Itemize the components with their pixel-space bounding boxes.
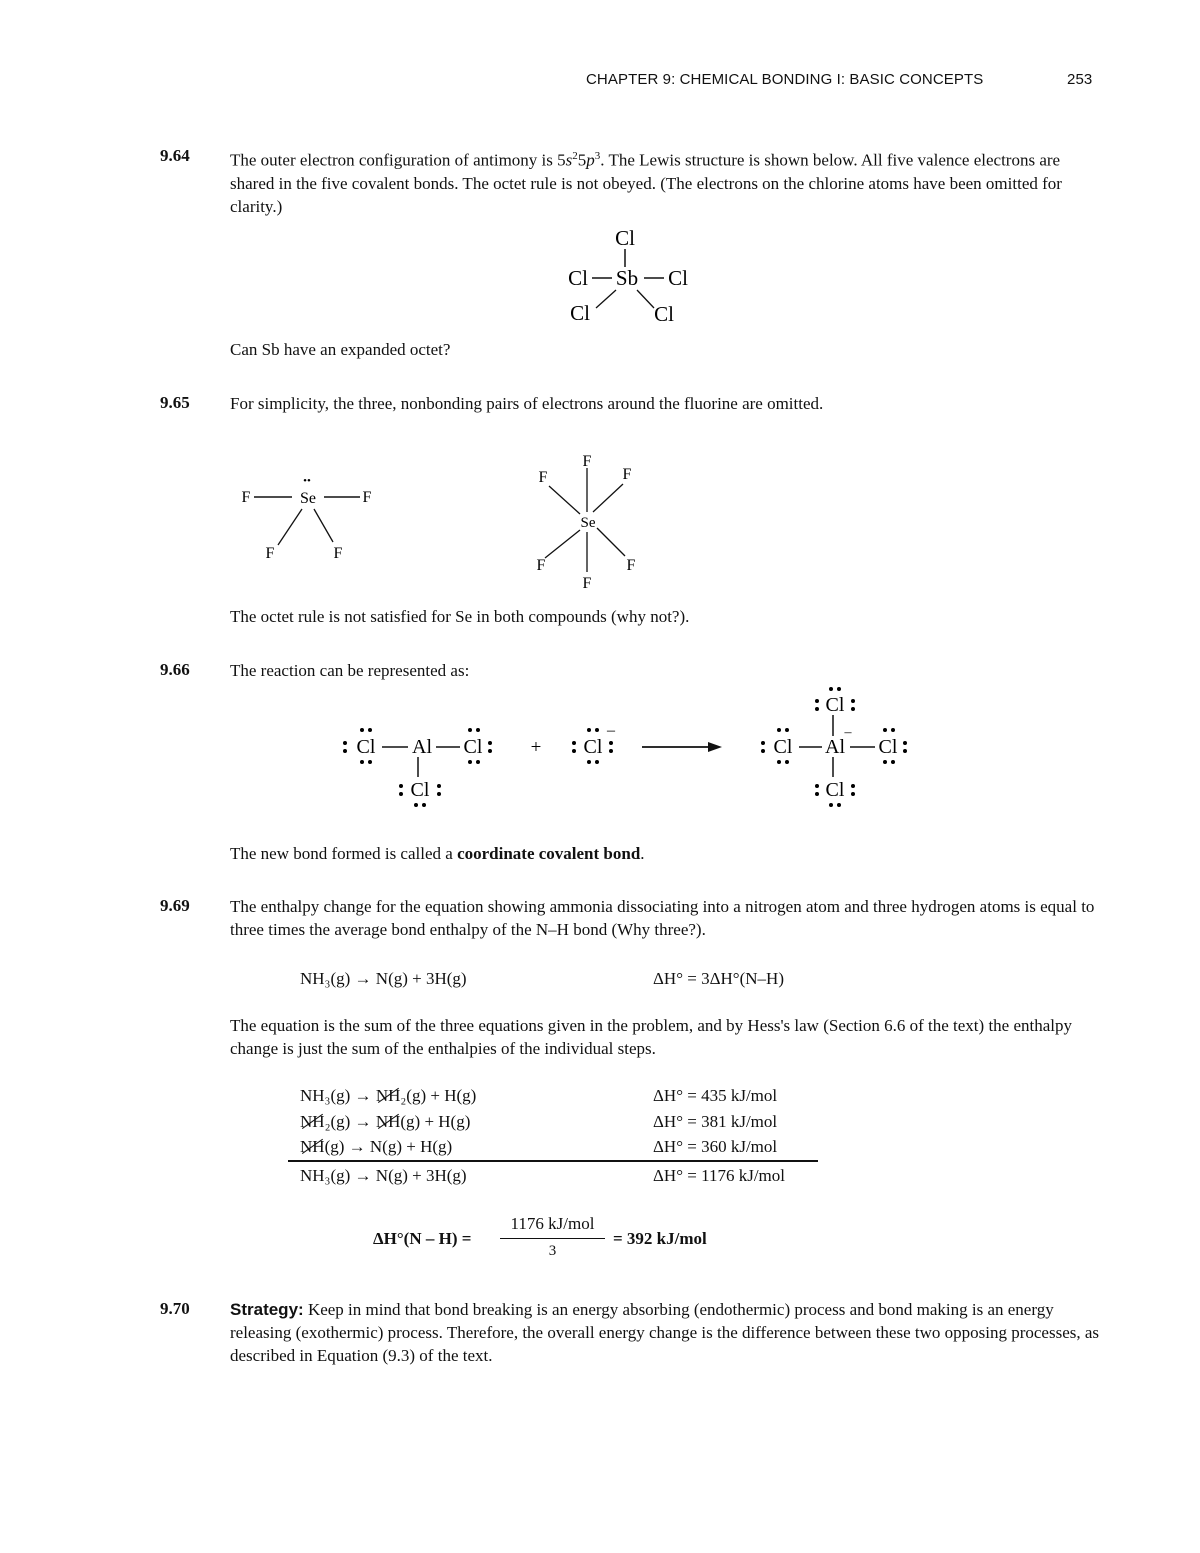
step-1-enthalpy: ΔH° = 435 kJ/mol bbox=[653, 1086, 778, 1105]
problem-9-66-note: The new bond formed is called a coordinate covalent bond. bbox=[230, 844, 645, 863]
fraction-bar bbox=[500, 1238, 605, 1239]
alcl3-cl-bottom: Cl bbox=[410, 779, 430, 801]
eq-nh3-dissociation: NH₃(g) → N(g) + 3H(g) bbox=[300, 969, 467, 988]
sef6-f-bottom: F bbox=[582, 575, 592, 592]
page-number: 253 bbox=[1067, 71, 1093, 88]
sbcl5-cl-right: Cl bbox=[668, 266, 688, 290]
sbcl5-lewis-structure bbox=[540, 222, 720, 332]
alcl3-cl-right: Cl bbox=[463, 736, 483, 758]
sef6-f-top-right: F bbox=[622, 466, 632, 483]
sum-enthalpy: ΔH° = 1176 kJ/mol bbox=[653, 1166, 785, 1185]
alcl3-reaction-scheme bbox=[330, 685, 920, 815]
alcl4-cl-right: Cl bbox=[878, 736, 898, 758]
problem-9-65-note: The octet rule is not satisfied for Se in both compounds (why not?). bbox=[230, 607, 690, 626]
step-2-enthalpy: ΔH° = 381 kJ/mol bbox=[653, 1112, 778, 1131]
final-lhs: ΔH°(N – H) = bbox=[373, 1229, 472, 1248]
chloride-charge: – bbox=[607, 722, 615, 739]
sef4-f-bottom-right: F bbox=[333, 545, 343, 562]
problem-9-66-text: The reaction can be represented as: bbox=[230, 661, 470, 680]
sbcl5-sb: Sb bbox=[615, 266, 639, 290]
chapter-header: CHAPTER 9: CHEMICAL BONDING I: BASIC CONCEPTS bbox=[586, 71, 984, 88]
problem-number-9-66: 9.66 bbox=[160, 660, 190, 679]
step-3-equation: NH(g) → N(g) + H(g) bbox=[300, 1137, 453, 1156]
sbcl5-cl-bottom-right: Cl bbox=[654, 302, 674, 326]
problem-9-64-text: The outer electron configuration of antimony is $5s^25p^3$. The Lewis structure is shown below. All five valence electrons are shared in the five covalent bonds. The octet rule is not obeyed. (The electrons on the chlorine atoms have been omitted for clarity.) bbox=[230, 150, 1062, 216]
alcl4-cl-left: Cl bbox=[773, 736, 793, 758]
reaction-arrow-icon bbox=[708, 742, 722, 752]
sum-equation: NH₃(g) → N(g) + 3H(g) bbox=[300, 1166, 467, 1185]
alcl4-al: Al bbox=[825, 736, 845, 758]
final-rhs: = 392 kJ/mol bbox=[613, 1229, 707, 1248]
problem-9-70-text: Strategy: Keep in mind that bond breaking is an energy absorbing (endothermic) process and bond making is an energy releasing (exothermic) process. Therefore, the overall energy change is the difference between these two opposing processes, as described in Equation (9.3) of the text. bbox=[230, 1300, 1100, 1365]
final-denominator: 3 bbox=[548, 1243, 557, 1259]
sbcl5-cl-left: Cl bbox=[568, 266, 588, 290]
sbcl5-cl-top: Cl bbox=[615, 226, 635, 250]
sbcl5-cl-bottom-left: Cl bbox=[570, 301, 590, 325]
problem-9-65-text: For simplicity, the three, nonbonding pairs of electrons around the fluorine are omitted. bbox=[230, 394, 824, 413]
alcl3-cl-left: Cl bbox=[356, 736, 376, 758]
alcl3-al: Al bbox=[412, 736, 432, 758]
reaction-plus: + bbox=[530, 737, 542, 758]
sef4-f-right: F bbox=[362, 489, 372, 506]
problem-number-9-69: 9.69 bbox=[160, 896, 190, 915]
step-1-equation: NH₃(g) → NH₂(g) + H(g) bbox=[300, 1086, 477, 1105]
sum-rule bbox=[288, 1160, 818, 1162]
problem-9-69-text-2: The equation is the sum of the three equations given in the problem, and by Hess's law (Section 6.6 of the text) the enthalpy change is just the sum of the enthalpies of the individual steps. bbox=[230, 1016, 1072, 1058]
problem-number-9-64: 9.64 bbox=[160, 146, 190, 165]
problem-9-69-text: The enthalpy change for the equation showing ammonia dissociating into a nitrogen atom and three hydrogen atoms is equal to three times the average bond enthalpy of the N–H bond (Why three?). bbox=[230, 897, 1095, 939]
alcl4-charge: – bbox=[844, 725, 852, 740]
sef6-f-bottom-left: F bbox=[536, 557, 546, 574]
sef6-f-top-left: F bbox=[538, 469, 548, 486]
chloride-ion: Cl bbox=[583, 736, 603, 758]
problem-number-9-70: 9.70 bbox=[160, 1299, 190, 1318]
problem-9-64-question: Can Sb have an expanded octet? bbox=[230, 340, 451, 359]
sef6-structure bbox=[525, 448, 655, 594]
step-2-equation: NH₂(g) → NH(g) + H(g) bbox=[300, 1112, 471, 1131]
sef4-f-left: F bbox=[241, 489, 251, 506]
sef6-f-top: F bbox=[582, 453, 592, 470]
alcl4-cl-top: Cl bbox=[825, 694, 845, 716]
eq-nh3-enthalpy: ΔH° = 3ΔH°(N–H) bbox=[653, 969, 784, 988]
sef4-f-bottom-left: F bbox=[265, 545, 275, 562]
alcl4-cl-bottom: Cl bbox=[825, 779, 845, 801]
step-3-enthalpy: ΔH° = 360 kJ/mol bbox=[653, 1137, 778, 1156]
sef4-lone-pair: •• bbox=[303, 475, 311, 487]
sef6-se: Se bbox=[580, 515, 596, 531]
final-numerator: 1176 kJ/mol bbox=[510, 1214, 595, 1233]
sef4-se: Se bbox=[300, 490, 316, 507]
sef6-f-bottom-right: F bbox=[626, 557, 636, 574]
sef4-structure bbox=[230, 470, 390, 570]
problem-number-9-65: 9.65 bbox=[160, 393, 190, 412]
